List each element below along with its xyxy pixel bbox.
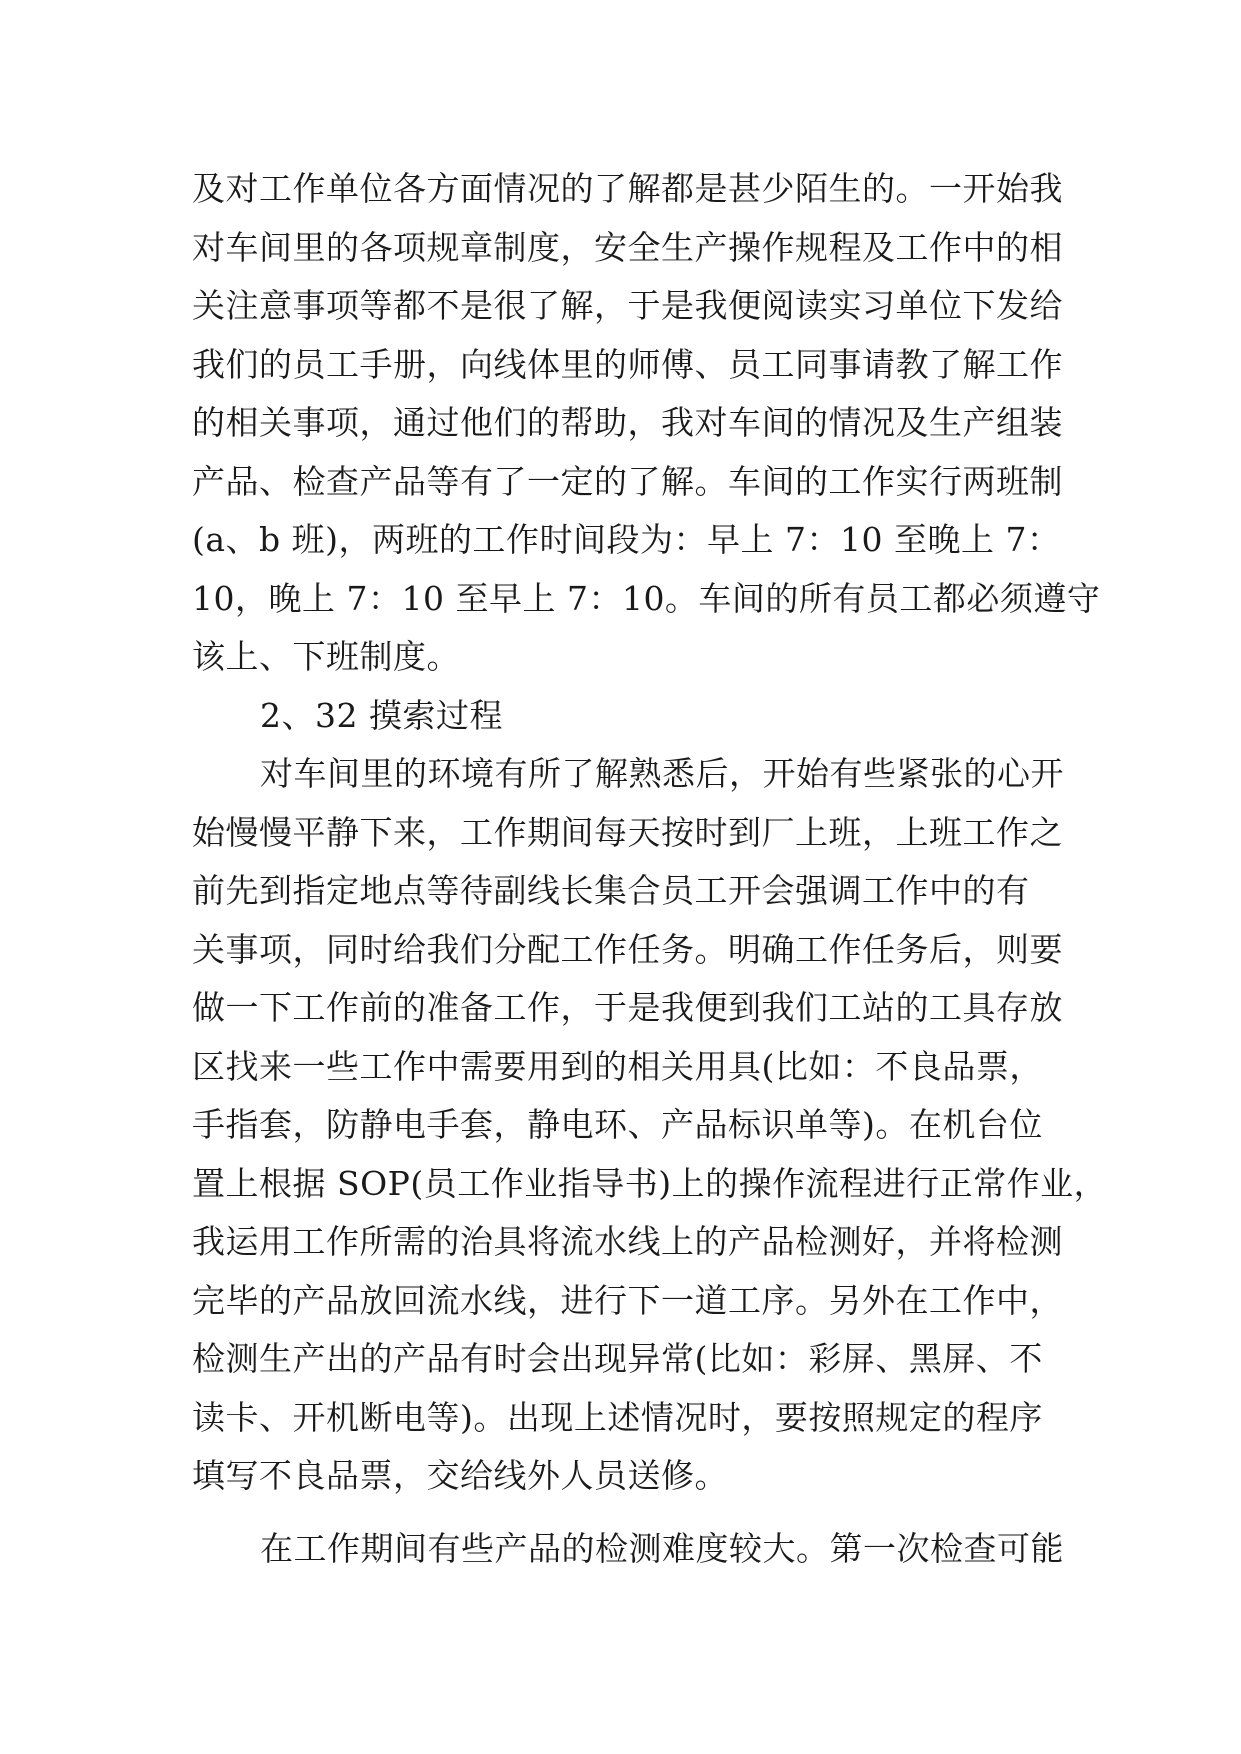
- text-line: 的相关事项，通过他们的帮助，我对车间的情况及生产组装: [192, 403, 1063, 442]
- text-line: 及对工作单位各方面情况的了解都是甚少陌生的。一开始我: [192, 169, 1063, 208]
- text-line: 关事项，同时给我们分配工作任务。明确工作任务后，则要: [192, 929, 1063, 969]
- text-line: (a、b 班)，两班的工作时间段为：早上 7：10 至晚上 7：: [192, 520, 1061, 559]
- text-line: 读卡、开机断电等)。出现上述情况时，要按照规定的程序: [192, 1397, 1043, 1437]
- paragraph-start-line: 2、32 摸索过程: [260, 695, 503, 735]
- text-line: 对车间里的各项规章制度，安全生产操作规程及工作中的相: [192, 227, 1063, 267]
- text-line: 始慢慢平静下来，工作期间每天按时到厂上班，上班工作之: [192, 812, 1063, 852]
- text-line: 前先到指定地点等待副线长集合员工开会强调工作中的有: [192, 871, 1030, 910]
- text-line: 手指套，防静电手套，静电环、产品标识单等)。在机台位: [192, 1105, 1043, 1144]
- text-line: 区找来一些工作中需要用到的相关用具(比如：不良品票，: [192, 1046, 1043, 1086]
- text-line: 填写不良品票，交给线外人员送修。: [192, 1456, 728, 1495]
- text-line: 产品、检查产品等有了一定的了解。车间的工作实行两班制: [192, 461, 1063, 501]
- text-line: 我们的员工手册，向线体里的师傅、员工同事请教了解工作: [192, 344, 1063, 384]
- paragraph-start-line: 在工作期间有些产品的检测难度较大。第一次检查可能: [260, 1528, 1064, 1568]
- text-line: 做一下工作前的准备工作，于是我便到我们工站的工具存放: [192, 988, 1063, 1027]
- text-line: 完毕的产品放回流水线，进行下一道工序。另外在工作中，: [192, 1280, 1063, 1320]
- text-line: 我运用工作所需的治具将流水线上的产品检测好，并将检测: [192, 1222, 1063, 1261]
- text-line: 检测生产出的产品有时会出现异常(比如：彩屏、黑屏、不: [192, 1339, 1043, 1378]
- text-line: 该上、下班制度。: [192, 637, 460, 676]
- text-line: 关注意事项等都不是很了解，于是我便阅读实习单位下发给: [192, 286, 1063, 325]
- paragraph-start-line: 对车间里的环境有所了解熟悉后，开始有些紧张的心开: [260, 754, 1064, 793]
- document-body: [192, 160, 1108, 1578]
- text-line: 10，晚上 7：10 至早上 7：10。车间的所有员工都必须遵守: [192, 578, 1101, 618]
- text-line: 置上根据 SOP(员工作业指导书)上的操作流程进行正常作业，: [192, 1163, 1108, 1203]
